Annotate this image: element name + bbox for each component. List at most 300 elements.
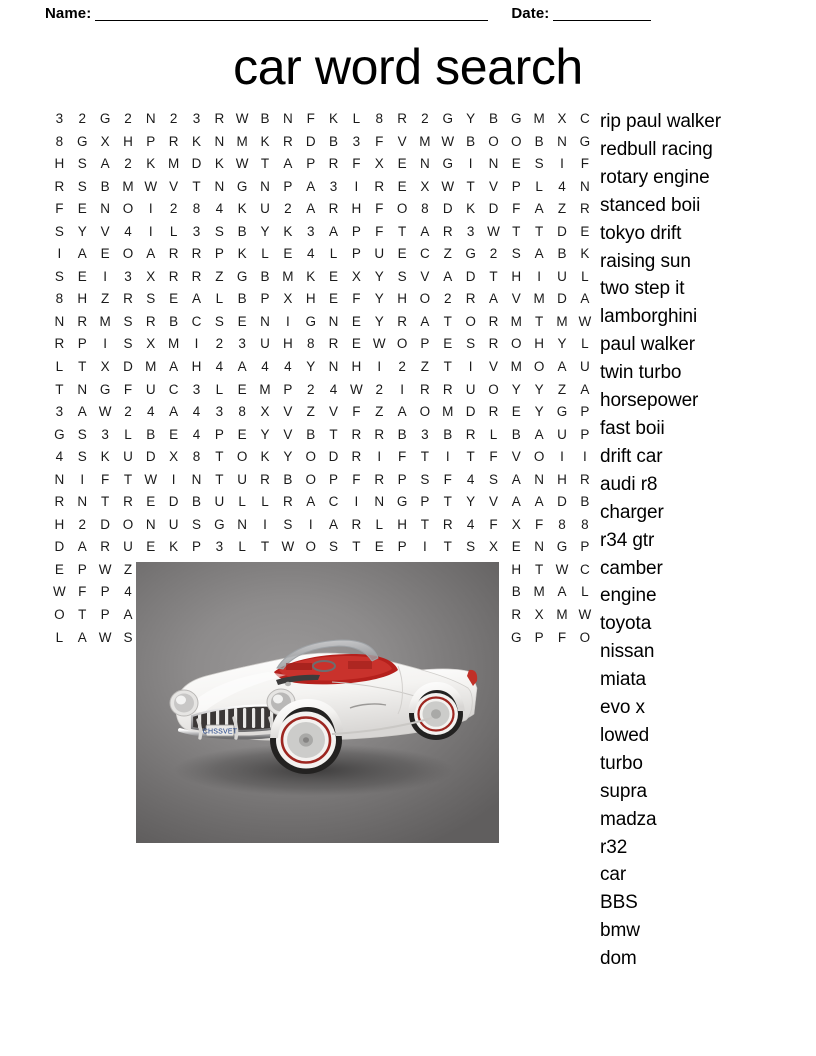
grid-cell[interactable]: H — [351, 201, 362, 217]
grid-cell[interactable]: 8 — [375, 111, 383, 126]
grid-cell[interactable]: 4 — [215, 201, 224, 217]
word-list-item[interactable]: camber — [600, 557, 663, 579]
grid-cell[interactable]: H — [534, 336, 545, 352]
grid-cell[interactable]: W — [578, 607, 592, 623]
grid-cell[interactable]: L — [581, 336, 589, 352]
grid-cell[interactable]: S — [214, 313, 224, 329]
grid-cell[interactable]: D — [305, 133, 316, 149]
grid-cell[interactable]: M — [533, 584, 545, 600]
grid-cell[interactable]: D — [488, 201, 499, 217]
grid-cell[interactable]: E — [169, 291, 179, 307]
grid-cell[interactable]: L — [329, 246, 338, 262]
word-list-item[interactable]: nissan — [600, 641, 655, 663]
grid-cell[interactable]: I — [285, 313, 290, 329]
grid-cell[interactable]: U — [579, 359, 590, 375]
grid-cell[interactable]: L — [261, 246, 269, 262]
grid-cell[interactable]: W — [350, 381, 363, 397]
grid-cell[interactable]: N — [420, 156, 430, 172]
word-list-item[interactable]: toyota — [600, 613, 652, 635]
grid-cell[interactable]: E — [146, 539, 156, 555]
grid-cell[interactable]: P — [146, 133, 156, 149]
grid-cell[interactable]: O — [54, 607, 65, 623]
grid-cell[interactable]: A — [511, 494, 521, 510]
grid-cell[interactable]: 4 — [466, 471, 475, 487]
grid-cell[interactable]: G — [214, 516, 225, 532]
grid-cell[interactable]: G — [236, 268, 248, 284]
grid-cell[interactable]: R — [282, 494, 293, 510]
grid-cell[interactable]: N — [77, 381, 88, 397]
grid-cell[interactable]: I — [560, 156, 564, 172]
grid-cell[interactable]: R — [328, 201, 339, 217]
grid-cell[interactable]: E — [374, 539, 384, 555]
grid-cell[interactable]: B — [283, 471, 293, 487]
grid-cell[interactable]: 2 — [375, 381, 383, 397]
grid-cell[interactable]: W — [441, 178, 455, 194]
word-list-item[interactable]: twin turbo — [600, 362, 682, 384]
grid-cell[interactable]: E — [283, 246, 293, 262]
grid-cell[interactable]: 3 — [55, 404, 64, 420]
grid-cell[interactable]: T — [260, 156, 270, 172]
grid-cell[interactable]: K — [580, 246, 590, 262]
grid-cell[interactable]: B — [557, 246, 567, 262]
grid-cell[interactable]: E — [329, 291, 339, 307]
grid-cell[interactable]: X — [351, 268, 361, 284]
grid-cell[interactable]: U — [237, 471, 248, 487]
grid-cell[interactable]: H — [191, 359, 202, 375]
grid-cell[interactable]: K — [214, 156, 224, 172]
grid-cell[interactable]: A — [77, 629, 87, 645]
grid-cell[interactable]: W — [98, 629, 112, 645]
grid-cell[interactable]: M — [168, 336, 180, 352]
grid-cell[interactable]: I — [57, 246, 62, 262]
grid-cell[interactable]: F — [535, 516, 544, 532]
grid-cell[interactable]: D — [168, 494, 179, 510]
grid-cell[interactable]: 2 — [124, 156, 132, 172]
grid-cell[interactable]: W — [555, 561, 569, 577]
grid-cell[interactable]: R — [145, 313, 156, 329]
grid-cell[interactable]: T — [215, 449, 224, 465]
grid-cell[interactable]: G — [54, 426, 65, 442]
grid-cell[interactable]: G — [236, 178, 248, 194]
grid-cell[interactable]: G — [396, 494, 408, 510]
grid-cell[interactable]: H — [54, 516, 65, 532]
grid-cell[interactable]: M — [168, 156, 180, 172]
grid-cell[interactable]: E — [54, 561, 64, 577]
grid-cell[interactable]: 2 — [444, 291, 452, 307]
grid-cell[interactable]: T — [512, 223, 521, 239]
grid-cell[interactable]: S — [77, 178, 87, 194]
word-list-item[interactable]: dom — [600, 948, 637, 970]
grid-cell[interactable]: X — [100, 133, 110, 149]
grid-cell[interactable]: X — [260, 404, 270, 420]
grid-cell[interactable]: G — [511, 111, 522, 126]
grid-cell[interactable]: S — [397, 268, 407, 284]
grid-cell[interactable]: A — [146, 246, 156, 262]
grid-cell[interactable]: F — [489, 516, 498, 532]
grid-cell[interactable]: A — [169, 359, 179, 375]
grid-cell[interactable]: K — [191, 133, 201, 149]
grid-cell[interactable]: R — [579, 471, 590, 487]
grid-cell[interactable]: S — [214, 223, 224, 239]
grid-cell[interactable]: N — [488, 156, 499, 172]
word-list-item[interactable]: miata — [600, 669, 646, 691]
grid-cell[interactable]: D — [54, 539, 65, 555]
grid-cell[interactable]: U — [145, 381, 156, 397]
grid-cell[interactable]: 3 — [192, 223, 201, 239]
grid-cell[interactable]: A — [557, 359, 567, 375]
grid-cell[interactable]: Y — [260, 223, 270, 239]
word-list-item[interactable]: r34 gtr — [600, 529, 655, 551]
grid-cell[interactable]: M — [122, 178, 134, 194]
grid-cell[interactable]: S — [54, 268, 64, 284]
grid-cell[interactable]: F — [443, 471, 452, 487]
grid-cell[interactable]: V — [488, 359, 498, 375]
grid-cell[interactable]: S — [146, 291, 156, 307]
grid-cell[interactable]: B — [534, 133, 544, 149]
grid-cell[interactable]: M — [236, 133, 248, 149]
word-list-item[interactable]: supra — [600, 780, 648, 802]
grid-cell[interactable]: 2 — [284, 201, 292, 217]
word-list-item[interactable]: tokyo drift — [600, 222, 682, 244]
grid-cell[interactable]: D — [557, 494, 567, 510]
grid-cell[interactable]: L — [169, 223, 178, 239]
grid-cell[interactable]: P — [351, 223, 361, 239]
grid-cell[interactable]: N — [214, 133, 225, 149]
grid-cell[interactable]: F — [375, 201, 384, 217]
grid-cell[interactable]: R — [328, 156, 339, 172]
grid-cell[interactable]: 4 — [558, 178, 566, 194]
grid-cell[interactable]: 8 — [55, 291, 64, 307]
grid-cell[interactable]: O — [305, 449, 316, 465]
grid-cell[interactable]: D — [191, 156, 202, 172]
grid-cell[interactable]: O — [305, 539, 316, 555]
grid-cell[interactable]: A — [580, 291, 590, 307]
grid-cell[interactable]: L — [238, 539, 246, 555]
grid-cell[interactable]: 2 — [215, 336, 224, 352]
grid-cell[interactable]: T — [535, 223, 544, 239]
grid-cell[interactable]: U — [260, 336, 270, 352]
grid-cell[interactable]: N — [328, 359, 339, 375]
grid-cell[interactable]: X — [534, 607, 544, 623]
grid-cell[interactable]: R — [54, 336, 65, 352]
grid-cell[interactable]: I — [103, 268, 107, 284]
grid-cell[interactable]: S — [466, 336, 476, 352]
grid-cell[interactable]: X — [283, 291, 293, 307]
grid-cell[interactable]: W — [372, 336, 386, 352]
grid-cell[interactable]: H — [123, 133, 133, 149]
grid-cell[interactable]: I — [263, 516, 267, 532]
grid-cell[interactable]: D — [465, 268, 476, 284]
grid-cell[interactable]: L — [124, 426, 132, 442]
grid-cell[interactable]: I — [468, 156, 473, 172]
grid-cell[interactable]: P — [306, 156, 316, 172]
grid-cell[interactable]: E — [511, 539, 521, 555]
grid-cell[interactable]: A — [169, 404, 179, 420]
grid-cell[interactable]: G — [442, 156, 454, 172]
grid-cell[interactable]: 8 — [581, 516, 589, 532]
grid-cell[interactable]: N — [579, 178, 590, 194]
grid-cell[interactable]: 8 — [55, 133, 64, 149]
grid-cell[interactable]: N — [534, 539, 545, 555]
grid-cell[interactable]: 4 — [329, 381, 338, 397]
grid-cell[interactable]: G — [99, 111, 111, 126]
grid-cell[interactable]: P — [214, 246, 224, 262]
grid-cell[interactable]: L — [215, 381, 224, 397]
grid-cell[interactable]: I — [445, 449, 450, 465]
grid-cell[interactable]: R — [351, 449, 362, 465]
grid-cell[interactable]: P — [580, 404, 590, 420]
grid-cell[interactable]: F — [352, 404, 361, 420]
grid-cell[interactable]: T — [489, 268, 498, 284]
grid-cell[interactable]: D — [328, 449, 339, 465]
grid-cell[interactable]: A — [283, 156, 293, 172]
grid-cell[interactable]: T — [192, 178, 201, 194]
grid-cell[interactable]: Y — [77, 223, 87, 239]
grid-cell[interactable]: O — [122, 201, 134, 217]
grid-cell[interactable]: K — [237, 201, 247, 217]
grid-cell[interactable]: 4 — [124, 584, 132, 600]
grid-cell[interactable]: B — [511, 426, 521, 442]
word-list-item[interactable]: lowed — [600, 724, 650, 746]
grid-cell[interactable]: Y — [534, 404, 544, 420]
grid-cell[interactable]: R — [282, 133, 293, 149]
grid-cell[interactable]: E — [397, 178, 407, 194]
grid-cell[interactable]: I — [103, 336, 107, 352]
grid-cell[interactable]: R — [374, 426, 385, 442]
grid-cell[interactable]: U — [260, 201, 270, 217]
grid-cell[interactable]: N — [260, 178, 270, 194]
grid-cell[interactable]: B — [191, 494, 201, 510]
grid-cell[interactable]: V — [511, 449, 521, 465]
grid-cell[interactable]: R — [351, 426, 362, 442]
grid-cell[interactable]: A — [100, 156, 110, 172]
grid-cell[interactable]: 4 — [284, 359, 292, 375]
grid-cell[interactable]: 3 — [306, 223, 315, 239]
grid-cell[interactable]: K — [466, 201, 476, 217]
grid-cell[interactable]: N — [54, 471, 65, 487]
grid-cell[interactable]: A — [77, 539, 87, 555]
grid-cell[interactable]: O — [579, 629, 591, 645]
grid-cell[interactable]: P — [351, 246, 361, 262]
grid-cell[interactable]: A — [329, 516, 339, 532]
grid-cell[interactable]: V — [511, 291, 521, 307]
grid-cell[interactable]: H — [511, 561, 522, 577]
grid-cell[interactable]: B — [466, 133, 476, 149]
grid-cell[interactable]: 2 — [398, 359, 406, 375]
grid-cell[interactable]: P — [77, 336, 87, 352]
grid-cell[interactable]: A — [488, 291, 498, 307]
grid-cell[interactable]: A — [329, 223, 339, 239]
grid-cell[interactable]: L — [489, 426, 498, 442]
grid-cell[interactable]: R — [328, 336, 339, 352]
grid-cell[interactable]: 3 — [466, 223, 475, 239]
grid-cell[interactable]: B — [488, 111, 498, 126]
grid-cell[interactable]: X — [146, 268, 156, 284]
grid-cell[interactable]: O — [488, 133, 499, 149]
grid-cell[interactable]: 3 — [421, 426, 429, 442]
grid-cell[interactable]: I — [148, 223, 153, 239]
grid-cell[interactable]: P — [100, 584, 110, 600]
grid-cell[interactable]: W — [441, 133, 455, 149]
grid-cell[interactable]: U — [168, 516, 179, 532]
grid-cell[interactable]: V — [488, 178, 498, 194]
grid-cell[interactable]: N — [77, 494, 88, 510]
grid-cell[interactable]: G — [556, 404, 568, 420]
word-list-item[interactable]: rip paul walker — [600, 111, 721, 132]
grid-cell[interactable]: P — [77, 561, 87, 577]
grid-cell[interactable]: I — [148, 201, 153, 217]
grid-cell[interactable]: M — [442, 404, 454, 420]
grid-cell[interactable]: E — [77, 201, 87, 217]
grid-cell[interactable]: 4 — [124, 223, 132, 239]
grid-cell[interactable]: F — [375, 133, 384, 149]
grid-cell[interactable]: B — [237, 291, 247, 307]
grid-cell[interactable]: 2 — [306, 381, 315, 397]
grid-cell[interactable]: F — [123, 381, 133, 397]
grid-cell[interactable]: R — [123, 494, 133, 510]
grid-cell[interactable]: T — [78, 607, 87, 623]
grid-cell[interactable]: B — [329, 133, 339, 149]
word-list-item[interactable]: redbull racing — [600, 138, 713, 160]
name-write-line[interactable] — [95, 6, 488, 21]
grid-cell[interactable]: O — [533, 359, 545, 375]
grid-cell[interactable]: F — [580, 156, 589, 172]
grid-cell[interactable]: V — [283, 426, 293, 442]
grid-cell[interactable]: E — [237, 381, 247, 397]
grid-cell[interactable]: C — [579, 561, 590, 577]
grid-cell[interactable]: U — [123, 539, 133, 555]
grid-cell[interactable]: I — [537, 268, 542, 284]
grid-cell[interactable]: K — [169, 539, 179, 555]
grid-cell[interactable]: R — [465, 426, 476, 442]
grid-cell[interactable]: U — [123, 449, 133, 465]
grid-cell[interactable]: R — [488, 336, 499, 352]
grid-cell[interactable]: T — [466, 449, 475, 465]
grid-cell[interactable]: A — [534, 201, 544, 217]
grid-cell[interactable]: G — [305, 313, 316, 329]
grid-cell[interactable]: E — [351, 336, 361, 352]
grid-cell[interactable]: P — [214, 426, 224, 442]
grid-cell[interactable]: Y — [374, 268, 384, 284]
grid-cell[interactable]: N — [237, 516, 248, 532]
grid-cell[interactable]: N — [534, 471, 545, 487]
grid-cell[interactable]: X — [511, 516, 521, 532]
grid-cell[interactable]: T — [443, 494, 452, 510]
grid-cell[interactable]: H — [511, 268, 522, 284]
grid-cell[interactable]: R — [191, 268, 202, 284]
grid-cell[interactable]: T — [100, 494, 110, 510]
grid-cell[interactable]: A — [557, 584, 567, 600]
word-list-item[interactable]: turbo — [600, 752, 643, 774]
grid-cell[interactable]: A — [511, 471, 521, 487]
word-list-item[interactable]: rotary engine — [600, 166, 710, 188]
grid-cell[interactable]: M — [282, 268, 294, 284]
grid-cell[interactable]: F — [100, 471, 110, 487]
grid-cell[interactable]: G — [579, 133, 591, 149]
grid-cell[interactable]: B — [260, 268, 270, 284]
grid-cell[interactable]: 2 — [169, 111, 178, 126]
grid-cell[interactable]: A — [534, 494, 544, 510]
grid-cell[interactable]: Y — [374, 313, 384, 329]
grid-cell[interactable]: P — [397, 471, 407, 487]
grid-cell[interactable]: P — [534, 629, 544, 645]
grid-cell[interactable]: I — [582, 449, 587, 465]
grid-cell[interactable]: I — [468, 359, 473, 375]
grid-cell[interactable]: M — [419, 133, 431, 149]
grid-cell[interactable]: G — [511, 629, 522, 645]
grid-cell[interactable]: T — [420, 516, 430, 532]
word-list-item[interactable]: madza — [600, 808, 657, 830]
grid-cell[interactable]: X — [169, 449, 179, 465]
grid-cell[interactable]: W — [487, 223, 500, 239]
grid-cell[interactable]: L — [535, 178, 543, 194]
grid-cell[interactable]: R — [374, 471, 385, 487]
grid-cell[interactable]: T — [535, 561, 544, 577]
grid-cell[interactable]: C — [420, 246, 430, 262]
grid-cell[interactable]: E — [397, 156, 407, 172]
grid-cell[interactable]: N — [557, 133, 567, 149]
grid-cell[interactable]: M — [99, 313, 111, 329]
grid-cell[interactable]: B — [169, 313, 179, 329]
grid-cell[interactable]: W — [235, 156, 249, 172]
grid-cell[interactable]: O — [236, 449, 248, 465]
grid-cell[interactable]: E — [329, 268, 339, 284]
grid-cell[interactable]: E — [100, 246, 110, 262]
grid-cell[interactable]: 3 — [124, 268, 132, 284]
grid-cell[interactable]: U — [557, 268, 567, 284]
grid-cell[interactable]: Y — [466, 111, 476, 126]
grid-cell[interactable]: R — [191, 246, 202, 262]
grid-cell[interactable]: F — [78, 584, 87, 600]
grid-cell[interactable]: E — [237, 426, 247, 442]
grid-cell[interactable]: A — [306, 178, 316, 194]
word-list-item[interactable]: paul walker — [600, 334, 696, 356]
grid-cell[interactable]: P — [329, 471, 339, 487]
grid-cell[interactable]: C — [328, 494, 339, 510]
grid-cell[interactable]: D — [465, 404, 476, 420]
grid-cell[interactable]: H — [54, 156, 65, 172]
grid-cell[interactable]: S — [488, 471, 498, 487]
grid-cell[interactable]: A — [420, 223, 430, 239]
grid-cell[interactable]: 4 — [261, 359, 269, 375]
grid-cell[interactable]: E — [169, 426, 179, 442]
grid-cell[interactable]: R — [442, 516, 453, 532]
grid-cell[interactable]: M — [533, 291, 545, 307]
grid-cell[interactable]: T — [352, 539, 361, 555]
grid-cell[interactable]: N — [374, 494, 385, 510]
grid-cell[interactable]: C — [579, 111, 590, 126]
word-list-item[interactable]: lamborghini — [600, 306, 698, 328]
word-list-item[interactable]: audi r8 — [600, 473, 658, 495]
word-list-item[interactable]: r32 — [600, 836, 628, 858]
grid-cell[interactable]: V — [420, 268, 430, 284]
grid-cell[interactable]: T — [443, 359, 452, 375]
grid-cell[interactable]: P — [397, 539, 407, 555]
word-list-item[interactable]: stanced boii — [600, 194, 701, 216]
grid-cell[interactable]: Z — [306, 404, 315, 420]
grid-cell[interactable]: I — [400, 381, 404, 397]
grid-cell[interactable]: B — [146, 426, 156, 442]
word-list-item[interactable]: two step it — [600, 278, 685, 300]
grid-cell[interactable]: I — [308, 516, 313, 532]
grid-cell[interactable]: L — [238, 494, 246, 510]
grid-cell[interactable]: R — [77, 313, 88, 329]
grid-cell[interactable]: X — [488, 539, 498, 555]
grid-cell[interactable]: I — [377, 359, 382, 375]
grid-cell[interactable]: S — [77, 426, 87, 442]
grid-cell[interactable]: W — [144, 178, 158, 194]
grid-cell[interactable]: N — [145, 111, 156, 126]
